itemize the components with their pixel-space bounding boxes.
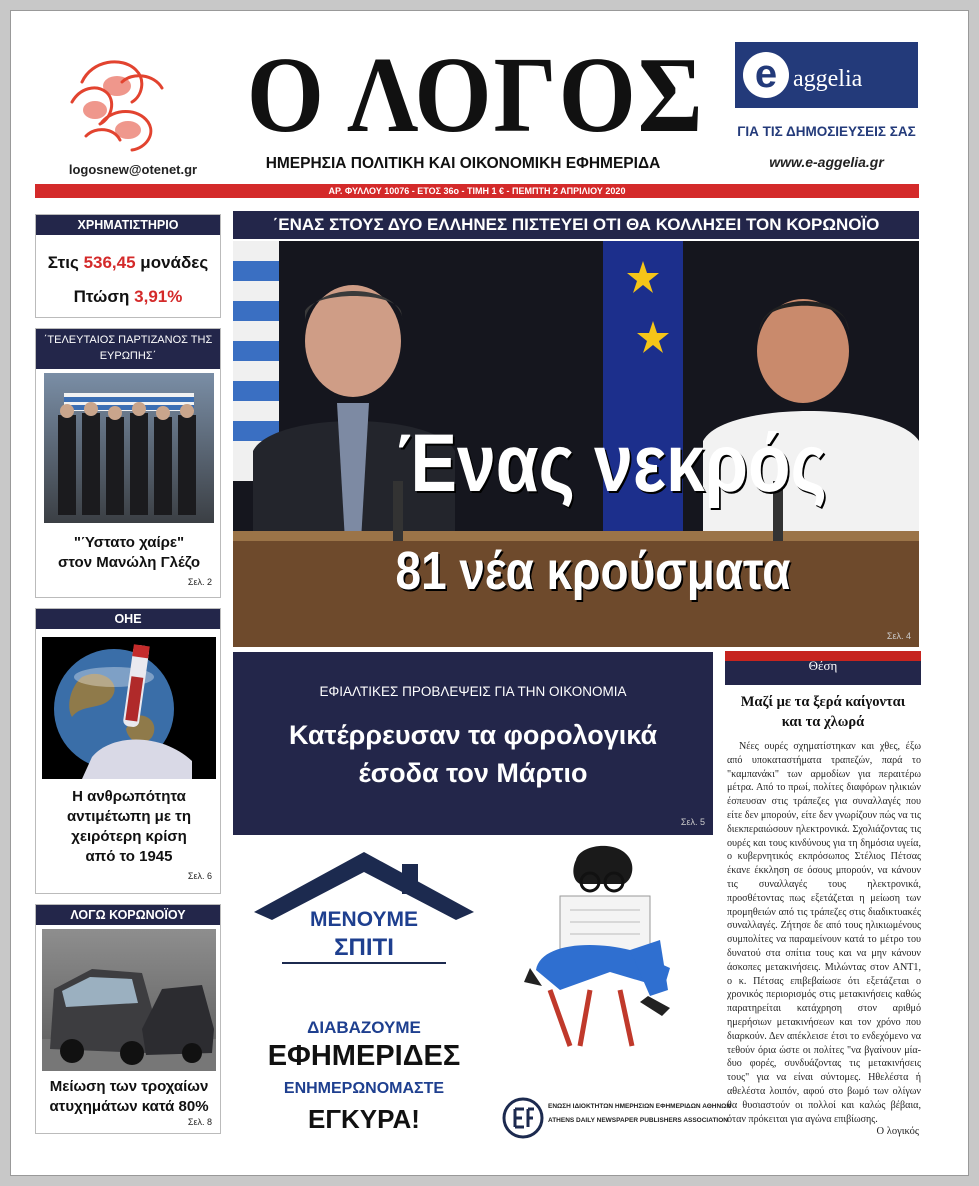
lead-page: Σελ. 4 xyxy=(886,631,911,641)
ohe-caption-2: αντιμέτωπη με τη xyxy=(66,808,192,825)
editorial-body: Νέες ουρές σχηματίστηκαν και χθες, έξω από υποκαταστήματα τραπεζών, παρά το "καμπανάκι" των αρμοδίων για περαιτέρω μέτρα. Από το πρωί, πολίτες διαφόρων ηλικιών έσπευσαν στις τράπεζες για συναλλαγές που είτε δεν μπορούν, είτε δεν γνωρίζουν πώς να τις διεκπεραιώσουν ηλεκτρονικά. Σχολιάζοντας τις ουρές και τους κινδύνους για τη δημόσια υγεία, ο κυβερνητικός εκπρόσωπος Στέλιος Πέτσας έκανε έκκληση σε όσους μπορούν, να κάνουν τις συναλλαγές τους ηλεκτρονικά, προσθέτοντας πως εξετάζεται η μείωση των προμηθειών από τις τράπεζες στις διαδικτυακές συναλλαγές. Ζήτησε δε από τους ηλικιωμένους συμπολίτες να παραμείνουν κατά το μέτρο του δυνατού στα σπίτια τους και να μην κάνουν άσκοπες μετακινήσεις. Μιλώντας στον ΑΝΤ1, ο κ. Πέτσας επιβεβαίωσε ότι εξετάζεται ο χρονικός περιορισμός στις μετακινήσεις καθώς παρατηρείται κατάχρηση στον αριθμό ημερήσιων μετακινήσεων και τον χρόνο που διαρκούν. Δεν απέκλεισε έτσι το ενδεχόμενο να τεθούν όρια ώστε οι πολίτες "να βγαίνουν μία-δυο φορές, συνδυάζοντας τις μετακινήσεις τους" για να είναι σύντομες. Ηθελέστα ή αθελέστα λοιπόν, αφού στο βωμό των ολίγων θα θυσιαστούν οι πολλοί και καλώς βέβαια, όταν πρόκειται για αγώνα επιβίωσης. xyxy=(727,741,921,1125)
stock-index-value: 536,45 xyxy=(83,253,136,272)
economy-kicker: ΕΦΙΑΛΤΙΚΕΣ ΠΡΟΒΛΕΨΕΙΣ ΓΙΑ ΤΗΝ ΟΙΚΟΝΟΜΙΑ xyxy=(319,684,627,699)
campaign-line-3: ΔΙΑΒΑΖΟΥΜΕ xyxy=(307,1018,421,1037)
newspaper-subtitle: ΗΜΕΡΗΣΙΑ ΠΟΛΙΤΙΚΗ ΚΑΙ ΟΙΚΟΝΟΜΙΚΗ ΕΦΗΜΕΡΙΔΑ xyxy=(265,155,661,172)
stock-change-value: 3,91% xyxy=(134,287,183,306)
accident-caption-2: ατυχημάτων κατά 80% xyxy=(49,1098,209,1115)
stock-suffix: μονάδες xyxy=(140,253,209,272)
editorial-title[interactable] xyxy=(725,692,921,732)
stock-market-box[interactable] xyxy=(35,214,221,318)
campaign-line-6: ΕΓΚΥΡΑ! xyxy=(308,1104,420,1134)
partisan-page: Σελ. 2 xyxy=(187,577,212,587)
globe-virus-icon xyxy=(42,637,216,779)
campaign-line-1: ΜΕΝΟΥΜΕ xyxy=(310,908,418,931)
campaign-line-4: ΕΦΗΜΕΡΙΔΕΣ xyxy=(267,1040,461,1072)
crash-photo xyxy=(42,929,216,1071)
partisan-caption-1: "Ύστατο χαίρε" xyxy=(73,534,185,551)
partisan-caption-2: στον Μανώλη Γλέζο xyxy=(58,554,200,571)
association-name-english: ATHENS DAILY NEWSPAPER PUBLISHERS ASSOCIATION xyxy=(548,1117,728,1124)
ohe-caption-1: Η ανθρωπότητα xyxy=(72,788,186,805)
newspaper-title: Ο ΛΟΓΟΣ xyxy=(246,36,705,155)
ohe-article[interactable] xyxy=(35,608,221,894)
ohe-page: Σελ. 6 xyxy=(187,871,212,881)
stock-header: ΧΡΗΜΑΤΙΣΤΗΡΙΟ xyxy=(36,215,220,235)
campaign-line-5: ΕΝΗΜΕΡΩΝΟΜΑΣΤΕ xyxy=(283,1080,445,1097)
eaggelia-e-icon: e xyxy=(743,52,789,98)
editorial-label: Θέση xyxy=(808,658,838,673)
ohe-header: ΟΗΕ xyxy=(36,609,220,629)
economy-headline-1: Κατέρρευσαν τα φορολογικά xyxy=(288,720,658,750)
email-address: logosnew@otenet.gr xyxy=(68,162,198,177)
eaggelia-brand: aggelia xyxy=(793,66,863,92)
economy-article[interactable] xyxy=(233,652,713,835)
editorial-title-1: Μαζί με τα ξερά καίγονται xyxy=(740,694,906,710)
stock-prefix: Στις xyxy=(47,253,79,272)
accident-header: ΛΟΓΩ ΚΟΡΩΝΟΪΟΥ xyxy=(36,905,220,925)
campaign-line-2: ΣΠΙΤΙ xyxy=(334,934,394,961)
eaggelia-tagline: ΓΙΑ ΤΙΣ ΔΗΜΟΣΙΕΥΣΕΙΣ ΣΑΣ xyxy=(737,124,916,139)
eaggelia-url[interactable]: www.e-aggelia.gr xyxy=(769,154,884,170)
globe-photo xyxy=(42,637,216,779)
newspaper-reader-icon xyxy=(520,840,700,1050)
lead-headline-1: Ένας νεκρός xyxy=(397,418,827,509)
partisan-header: ΄ΤΕΛΕΥΤΑΙΟΣ ΠΑΡΤΙΖΑΝΟΣ ΤΗΣ ΕΥΡΩΠΗΣ΄ xyxy=(36,329,220,369)
funeral-image-icon xyxy=(44,373,214,523)
issue-info: ΑΡ. ΦΥΛΛΟΥ 10076 - ΕΤΟΣ 36ο - ΤΙΜΗ 1 € - ΠΕΜΠΤΗ 2 ΑΠΡΙΛΙΟΥ 2020 xyxy=(328,186,626,196)
economy-headline xyxy=(233,716,713,792)
publishers-association-logo-icon xyxy=(502,1097,544,1139)
ohe-caption-4: από το 1945 xyxy=(85,848,173,865)
partisan-article[interactable] xyxy=(35,328,221,598)
stock-change-line xyxy=(36,287,220,307)
economy-headline-2: έσοδα τον Μάρτιο xyxy=(358,758,588,788)
funeral-photo xyxy=(44,373,214,523)
economy-page: Σελ. 5 xyxy=(680,817,705,827)
faces-logo-icon xyxy=(62,52,174,154)
association-name-greek: ΕΝΩΣΗ ΙΔΙΟΚΤΗΤΩΝ ΗΜΕΡΗΣΙΩΝ ΕΦΗΜΕΡΙΔΩΝ ΑΘΗΝΩΝ xyxy=(548,1103,732,1110)
crashed-car-icon xyxy=(42,929,216,1071)
stock-change-prefix: Πτώση xyxy=(73,287,130,306)
stock-index-line xyxy=(36,253,220,273)
lead-headline-2: 81 νέα κρούσματα xyxy=(395,541,791,601)
editorial-signature: Ο λογικός xyxy=(876,1126,919,1137)
lead-kicker[interactable]: ΄ΕΝΑΣ ΣΤΟΥΣ ΔΥΟ ΕΛΛΗΝΕΣ ΠΙΣΤΕΥΕΙ ΟΤΙ ΘΑ ΚΟΛΛΗΣΕΙ ΤΟΝ ΚΟΡΩΝΟΪΟ xyxy=(233,211,919,239)
accident-page: Σελ. 8 xyxy=(187,1117,212,1127)
ohe-caption-3: χειρότερη κρίση xyxy=(71,828,187,845)
accident-caption-1: Μείωση των τροχαίων xyxy=(49,1078,209,1095)
lead-photo[interactable] xyxy=(233,241,919,647)
accident-article[interactable] xyxy=(35,904,221,1134)
eaggelia-ad[interactable] xyxy=(735,42,918,108)
editorial-title-2: και τα χλωρά xyxy=(781,714,865,730)
